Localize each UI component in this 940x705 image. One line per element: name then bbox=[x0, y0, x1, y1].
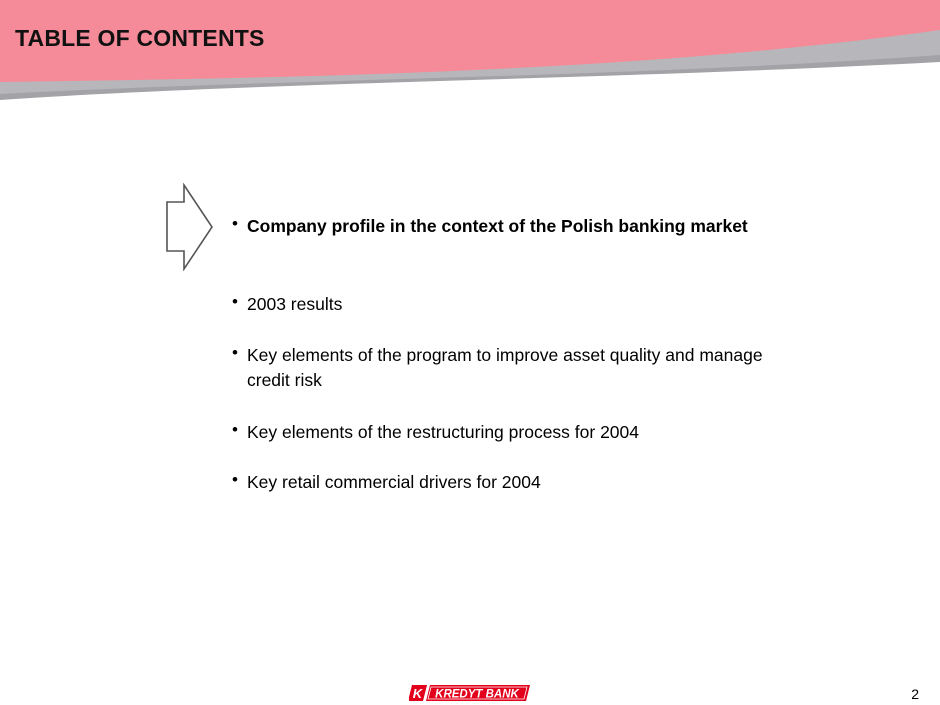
toc-item-label: Key elements of the restructuring process for 2004 bbox=[247, 422, 640, 442]
current-section-arrow-icon bbox=[165, 183, 215, 271]
page-title: TABLE OF CONTENTS bbox=[15, 25, 265, 51]
bullet-icon: • bbox=[232, 470, 238, 489]
toc-item-label: Company profile in the context of the Polish banking market bbox=[247, 216, 748, 236]
logo-mark: K bbox=[412, 686, 423, 701]
kredyt-bank-logo bbox=[409, 684, 531, 702]
toc-item-retail-drivers bbox=[232, 470, 792, 495]
page-number: 2 bbox=[911, 686, 919, 702]
logo-text: KREDYT BANK bbox=[435, 688, 519, 701]
toc-item-label: Key retail commercial drivers for 2004 bbox=[247, 472, 541, 492]
bullet-icon: • bbox=[232, 343, 238, 362]
toc-item-2003-results bbox=[232, 292, 792, 317]
bullet-icon: • bbox=[232, 214, 238, 233]
bullet-icon: • bbox=[232, 420, 238, 439]
toc-item-asset-quality bbox=[232, 343, 792, 393]
toc-item-label: 2003 results bbox=[247, 294, 343, 314]
toc-item-label: Key elements of the program to improve asset quality and manage credit risk bbox=[247, 345, 763, 390]
bullet-icon: • bbox=[232, 292, 238, 311]
toc-item-company-profile bbox=[232, 214, 792, 239]
toc-item-restructuring bbox=[232, 420, 792, 445]
